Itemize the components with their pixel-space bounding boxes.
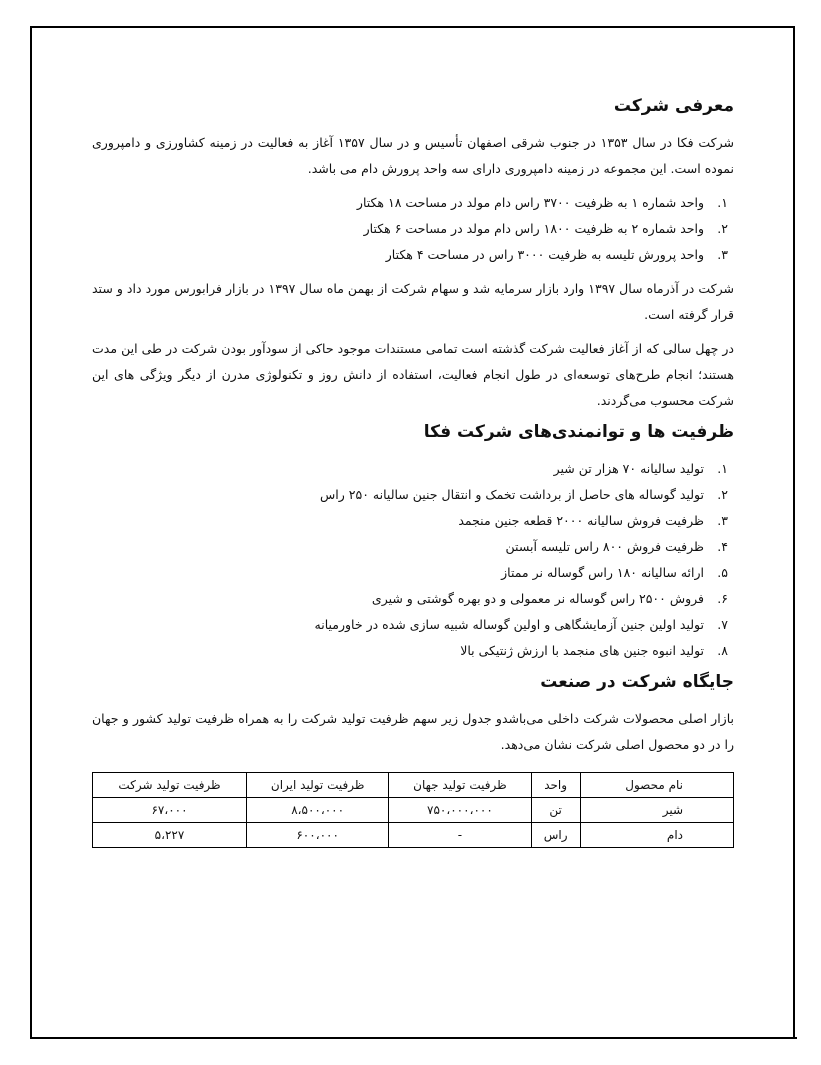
- list-text: تولید انبوه جنین های منجمد با ارزش ژنتیکی بالا: [460, 643, 704, 658]
- list-text: تولید اولین جنین آزمایشگاهی و اولین گوساله شبیه سازی شده در خاورمیانه: [314, 617, 704, 632]
- list-number: ۶.: [717, 591, 728, 606]
- list-item: [92, 190, 728, 216]
- list-number: ۱.: [717, 461, 728, 476]
- table-cell: دام: [580, 823, 733, 848]
- list-item: [92, 242, 728, 268]
- table-cell: تن: [531, 798, 580, 823]
- table-cell: راس: [531, 823, 580, 848]
- list-number: ۷.: [717, 617, 728, 632]
- units-list: [92, 190, 734, 268]
- list-number: ۴.: [717, 539, 728, 554]
- industry-paragraph: بازار اصلی محصولات شرکت داخلی می‌باشدو جدول زیر سهم ظرفیت تولید شرکت را به همراه ظرفیت تولید کشور و جهان را در دو محصول اصلی شرکت نشان می‌دهد.: [92, 711, 734, 752]
- capabilities-heading: ظرفیت ها و توانمندی‌های شرکت فکا: [423, 422, 734, 442]
- list-number: ۲.: [717, 221, 728, 236]
- list-text: واحد پرورش تلیسه به ظرفیت ۳۰۰۰ راس در مساحت ۴ هکتار: [385, 247, 704, 262]
- list-text: واحد شماره ۲ به ظرفیت ۱۸۰۰ راس دام مولد در مساحت ۶ هکتار: [363, 221, 704, 236]
- table-row: [93, 798, 734, 823]
- document-content: [92, 88, 734, 848]
- industry-heading: جایگاه شرکت در صنعت: [540, 672, 734, 692]
- list-item: [92, 586, 728, 612]
- intro-heading: معرفی شرکت: [613, 96, 734, 116]
- list-number: ۲.: [717, 487, 728, 502]
- table-header-row: [93, 773, 734, 798]
- table-header-cell: نام محصول: [580, 773, 733, 798]
- table-header-cell: ظرفیت تولید جهان: [389, 773, 531, 798]
- table-cell: -: [389, 823, 531, 848]
- list-item: [92, 560, 728, 586]
- list-text: ظرفیت فروش سالیانه ۲۰۰۰ قطعه جنین منجمد: [458, 513, 704, 528]
- list-text: ارائه سالیانه ۱۸۰ راس گوساله نر ممتاز: [501, 565, 704, 580]
- table-header-cell: ظرفیت تولید ایران: [247, 773, 389, 798]
- intro-paragraph-1: شرکت فکا در سال ۱۳۵۳ در جنوب شرقی اصفهان تأسیس و در سال ۱۳۵۷ آغاز به فعالیت در زمینه کشاورزی و دامپروری نموده است. این مجموعه در زمینه دامپروری دارای سه واحد پرورش دام می باشد.: [92, 135, 734, 176]
- intro-paragraph-3: در چهل سالی که از آغاز فعالیت شرکت گذشته است تمامی مستندات موجود حاکی از سودآور بودن شرکت در طی این مدت هستند؛ انجام طرح‌های توسعه‌ای در طول انجام فعالیت، استفاده از دانش روز و تکنولوژی مدرن از دیگر ویژگی های این شرکت محسوب می‌گردند.: [92, 341, 734, 408]
- table-row: [93, 823, 734, 848]
- list-number: ۵.: [717, 565, 728, 580]
- list-text: تولید گوساله های حاصل از برداشت تخمک و انتقال جنین سالیانه ۲۵۰ راس: [320, 487, 704, 502]
- table-header-cell: واحد: [531, 773, 580, 798]
- table-cell: ۶۰۰،۰۰۰: [247, 823, 389, 848]
- list-number: ۱.: [717, 195, 728, 210]
- list-number: ۳.: [717, 513, 728, 528]
- table-cell: ۵،۲۲۷: [93, 823, 247, 848]
- table-cell: ۶۷،۰۰۰: [93, 798, 247, 823]
- list-item: [92, 216, 728, 242]
- list-item: [92, 612, 728, 638]
- intro-paragraph-2: شرکت در آذرماه سال ۱۳۹۷ وارد بازار سرمایه شد و سهام شرکت از بهمن ماه سال ۱۳۹۷ در بازار فرابورس مورد داد و ستد قرار گرفته است.: [92, 281, 734, 322]
- table-cell: ۸،۵۰۰،۰۰۰: [247, 798, 389, 823]
- list-number: ۸.: [717, 643, 728, 658]
- list-item: [92, 534, 728, 560]
- list-item: [92, 638, 728, 664]
- table-cell: شیر: [580, 798, 733, 823]
- table-cell: ۷۵۰،۰۰۰،۰۰۰: [389, 798, 531, 823]
- capacity-table: [92, 772, 734, 848]
- list-item: [92, 508, 728, 534]
- list-text: فروش ۲۵۰۰ راس گوساله نر معمولی و دو بهره گوشتی و شیری: [371, 591, 704, 606]
- list-item: [92, 456, 728, 482]
- list-text: واحد شماره ۱ به ظرفیت ۳۷۰۰ راس دام مولد در مساحت ۱۸ هکتار: [356, 195, 704, 210]
- list-number: ۳.: [717, 247, 728, 262]
- list-text: تولید سالیانه ۷۰ هزار تن شیر: [553, 461, 704, 476]
- page-bottom-rule: [30, 1037, 797, 1039]
- list-text: ظرفیت فروش ۸۰۰ راس تلیسه آبستن: [505, 539, 704, 554]
- capabilities-list: [92, 456, 734, 664]
- list-item: [92, 482, 728, 508]
- table-header-cell: ظرفیت تولید شرکت: [93, 773, 247, 798]
